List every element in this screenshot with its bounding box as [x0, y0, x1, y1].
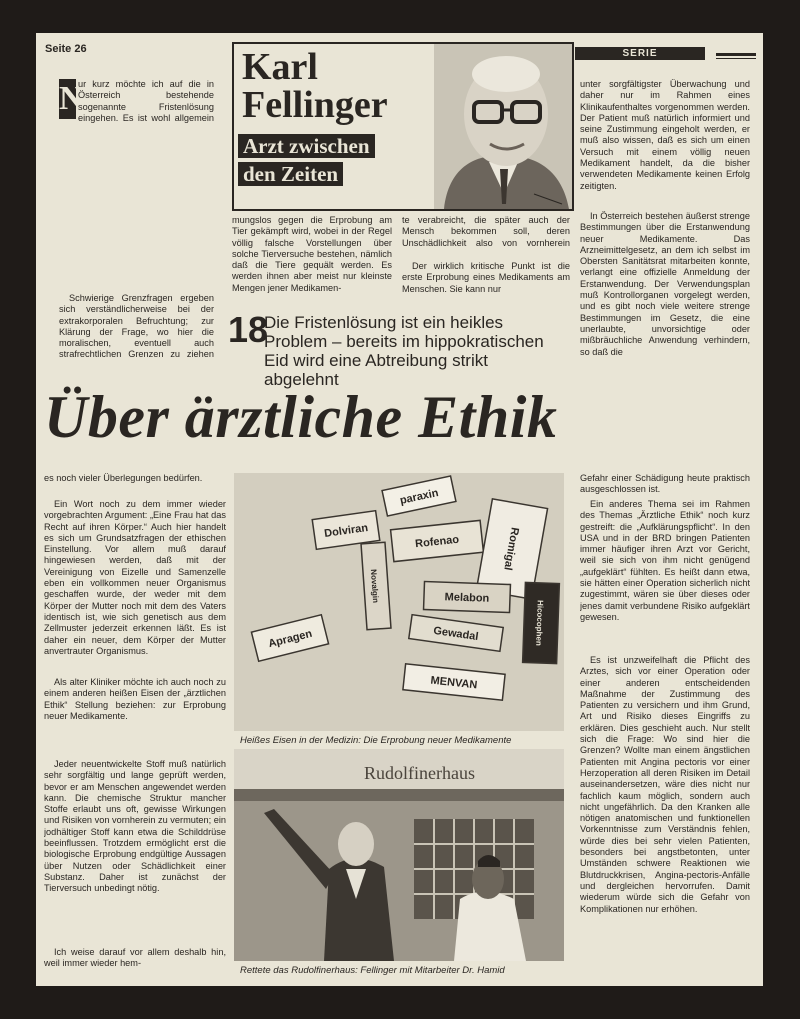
medication-label: Novalgin [368, 568, 381, 604]
section-label: SERIE [575, 47, 705, 60]
photo1-caption: Heißes Eisen in der Medizin: Die Erprobung neuer Medikamente [240, 735, 512, 746]
newspaper-clipping [36, 33, 763, 986]
body-left-p4: Jeder neuentwickelte Stoff muß natürlich sehr sorgfältig und lange geprüft werden, bevor er am Menschen angewendet werden kann. Die chemische Struktur mancher Stoffe erlaubt uns oft, gewisse Wirkungen und Risiken von vornherein zu vermuten; ein jodhältiger Stoff kann etwa die Schilddrüse beeinflussen. Trotzdem ermöglicht erst die biologische Erprobung endgültige Aussagen über Nutzen oder Schädlichkeit einer Substanz. Daher ist zunächst der Tierversuch unbedingt nötig. [44, 759, 226, 894]
medication-label: Rofenaо [414, 533, 460, 551]
medication-box [523, 582, 560, 663]
article-col1-intro: ur kurz möchte ich auf die in Österreich bestehende sogenannte Fristenlösung eingehen. Es ist wohl allgemein [78, 79, 214, 123]
photo2-caption: Rettete das Rudolfinerhaus: Fellinger mit Mitarbeiter Dr. Hamid [240, 965, 505, 976]
drop-cap: N [59, 80, 84, 117]
article-col1-para2: Schwierige Grenzfragen ergeben sich verständlicherweise bei der extrakorporalen Befruchtung; zur Klärung der Frage, wo hier die moralischen, eventuell auch strafrechtlichen Grenzen zu ziehen [59, 293, 214, 359]
medication-label: Gewadal [432, 624, 480, 644]
portrait-photo [434, 44, 572, 209]
medication-box [361, 542, 391, 629]
medication-box [424, 582, 511, 613]
page-number: Seite 26 [45, 43, 87, 55]
article-col1-cont [59, 123, 214, 289]
rudolfinerhaus-photo [234, 749, 564, 961]
medication-label: Apragen [267, 627, 314, 651]
series-name-last: Fellinger [242, 84, 388, 126]
body-left-p2: Ein Wort noch zu dem immer wieder vorgebrachten Argument: „Eine Frau hat das Recht auf ihren Körper.“ Auch hier handelt es sich um Grundsatzfragen der ethischen Einstellung. Vor allem muß darauf hingewiesen werden, daß mit der Vereinigung von Eizelle und Samenzelle eben ein vollkommen neuer Organismus geschaffen wurde, der weder mit dem Körper der Mutter noch mit dem des Vaters identisch ist, wie sich genetisch aus dem Zellmuster jederzeit erkennen läßt. Es ist daher ein neuer, dem Körper der Mutter anvertrauter Organismus. [44, 499, 226, 656]
medication-label: Dolviran [323, 521, 369, 540]
article-col4-para1: unter sorgfältigster Überwachung und daher nur im Rahmen eines Klinikaufenthaltes vorgenommen werden. Der Patient muß natürlich informiert und seine Zustimmung eingeholt werden, er muß also wissen, daß es sich um einen Versuch mit einem völlig neuen Medikament handelt, da die bisher verwendeten Medikamente keinen Erfolg zeitigten. [580, 79, 750, 191]
medications-photo [234, 473, 564, 731]
medication-label: Romigal [501, 526, 521, 572]
series-subtitle-line2: den Zeiten [238, 162, 343, 186]
article-deck: Die Fristenlösung ist ein heikles Problem – bereits im hippokratischen Eid wird eine Abtreibung strikt abgelehnt [264, 313, 544, 389]
building-sign: Rudolfinerhaus [364, 763, 475, 783]
body-left-p5: Ich weise darauf vor allem deshalb hin, weil immer wieder hem- [44, 947, 226, 969]
medication-label: Hicocophen [534, 599, 545, 646]
medication-label: Melabon [444, 591, 490, 605]
rudolfinerhaus-illustration [234, 749, 564, 961]
medication-label: MENVAN [429, 674, 478, 692]
article-col4-para2: In Österreich bestehen äußerst strenge Bestimmungen über die Erstanwendung neuer Medikamente. Das Arzneimittelgesetz, an dem ich selbst im Obersten Sanitätsrat mitarbeiten konnte, verlangt eine offizielle Anmeldung der Erstanwendung. Der Verwendungsplan muß Kontrollorganen vorgelegt werden, und es gibt noch viele weitere strenge Bestimmungen im Gesetz, die eine unerlaubte, unvorsichtige oder mißbräuchliche Anwendung verhindern, so daß die [580, 211, 750, 357]
body-right-p1: Gefahr einer Schädigung heute praktisch ausgeschlossen ist. [580, 473, 750, 495]
series-subtitle-line1: Arzt zwischen [238, 134, 375, 158]
series-name-first: Karl [242, 46, 318, 88]
series-episode-number: 18 [228, 309, 269, 350]
body-right-p3: Es ist unzweifelhaft die Pflicht des Arztes, sich vor einer Operation oder einer anderen entscheidenden Maßnahme der Zustimmung des Patienten zu versichern und ihm Grund, Art und Risiko dieses Eingriffs zu erklären. Dies geschieht auch. Nur stellt sich die Frage: Wo sind hier die Grenzen? Wollte man einem ängstlichen Patienten mit Angina pectoris vor einer Herzoperation all deren Risiken im Detail auseinandersetzen, wäre dies nicht nur fachlich kaum möglich, sondern auch nicht ungefährlich. Da den Kranken alle nötigen anatomischen und funktionellen Vorkenntnisse zum Verständnis fehlen, würde dies bei sehr vielen Patienten, besonders bei angstbetonten, unter Umständen schwere Reaktionen wie Blutdruckkrisen, Angina-pectoris-Anfälle und dergleichen hervorrufen. Damit wiederum würde sich die Gefahr von Komplikationen nur erhöhen. [580, 655, 750, 914]
medications-illustration [234, 473, 564, 731]
article-col3-para2: Der wirklich kritische Punkt ist die erste Erprobung eines Medikaments am Menschen. Sie kann nur [402, 261, 570, 294]
body-right-p2: Ein anderes Thema sei im Rahmen des Themas „Ärztliche Ethik“ noch kurz gestreift: die „Aufklärungspflicht“. In den USA und in der BRD bringen Patienten immer häufiger ihren Arzt vor Gericht, weil sie sich von ihm nicht genügend „aufgeklärt“ fühlten. Es heißt dann etwa, sie hätten einer Operation sicherlich nicht zugestimmt, wären sie über dieses oder jenes damit verbundene Risiko aufgeklärt gewesen. [580, 499, 750, 622]
medication-label: paraxin [398, 487, 440, 507]
body-left-p1: es noch vieler Überlegungen bedürfen. [44, 473, 203, 483]
article-headline: Über ärztliche Ethik [44, 384, 558, 450]
section-rule [716, 53, 756, 56]
body-left-p3: Als alter Kliniker möchte ich auch noch zu einem anderen heißen Eisen der „ärztlichen Ethik“ Stellung beziehen: zur Erprobung neuer Medikamente. [44, 677, 226, 721]
article-col2: mungslos gegen die Erprobung am Tier gekämpft wird, wobei in der Regel völlig falsche Vorstellungen über solche Tierversuche bestehen, nämlich daß die Tiere gequält werden. Es werden ihnen aber meist nur kleinste Mengen jener Medikamen- [232, 215, 392, 293]
article-col3-para1: te verabreicht, die später auch der Mensch bekommen soll, deren Unschädlichkeit also von vornherein [402, 215, 570, 248]
section-rule-thin [716, 58, 756, 59]
series-header [232, 42, 574, 211]
